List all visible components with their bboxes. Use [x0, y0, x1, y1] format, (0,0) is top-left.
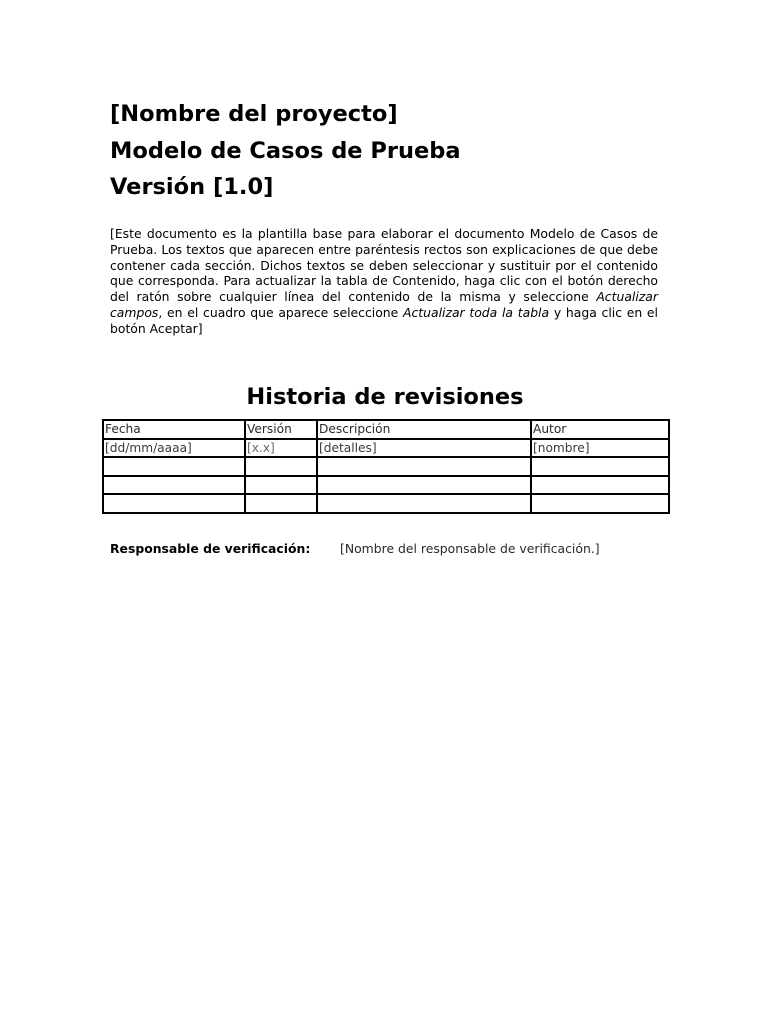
verification-label: Responsable de verificación: [110, 541, 311, 556]
table-header-row [103, 420, 669, 439]
table-row [103, 457, 669, 476]
column-header-descripcion: Descripción [317, 420, 531, 439]
table-cell[interactable]: [detalles] [317, 439, 531, 458]
column-header-version: Versión [245, 420, 317, 439]
table-cell[interactable] [317, 494, 531, 513]
intro-paragraph [110, 226, 658, 337]
table-cell[interactable] [245, 494, 317, 513]
document-version: Versión [1.0] [110, 174, 274, 200]
table-row [103, 439, 669, 458]
intro-text-2: , en el cuadro que aparece seleccione [158, 304, 403, 320]
intro-italic-2: Actualizar toda la tabla [402, 304, 550, 320]
table-cell[interactable] [317, 457, 531, 476]
table-cell[interactable] [103, 457, 245, 476]
table-row [103, 494, 669, 513]
revision-history-title: Historia de revisiones [246, 384, 524, 410]
project-name: [Nombre del proyecto] [110, 101, 398, 127]
table-cell[interactable] [531, 476, 669, 495]
column-header-autor: Autor [531, 420, 669, 439]
table-cell[interactable]: [nombre] [531, 439, 669, 458]
verification-value[interactable]: [Nombre del responsable de verificación.] [340, 541, 600, 556]
table-cell[interactable] [245, 476, 317, 495]
table-cell[interactable] [531, 457, 669, 476]
table-cell[interactable] [103, 476, 245, 495]
table-cell[interactable] [103, 494, 245, 513]
intro-text-3: y haga clic en el botón Aceptar] [110, 304, 658, 336]
table-cell[interactable]: [dd/mm/aaaa] [103, 439, 245, 458]
title-block [110, 96, 670, 206]
verification-line [110, 541, 670, 557]
revision-history-table [102, 419, 670, 514]
document-name: Modelo de Casos de Prueba [110, 137, 461, 164]
column-header-fecha: Fecha [103, 420, 245, 439]
intro-text-1: [Este documento es la plantilla base para elaborar el documento Modelo de Casos de Prueba. Los textos que aparecen entre paréntesis rectos son explicaciones de que debe contener cada sección. Dichos textos se deben seleccionar y sustituir por el contenido que corresponda. Para actualizar la tabla de Contenido, haga clic con el botón derecho del ratón sobre cualquier línea del contenido de la misma y seleccione [110, 226, 658, 305]
intro-italic-1: Actualizar campos [110, 289, 658, 320]
table-cell[interactable] [317, 476, 531, 495]
table-cell[interactable]: [x.x] [245, 439, 317, 458]
table-row [103, 476, 669, 495]
table-cell[interactable] [531, 494, 669, 513]
table-cell[interactable] [245, 457, 317, 476]
